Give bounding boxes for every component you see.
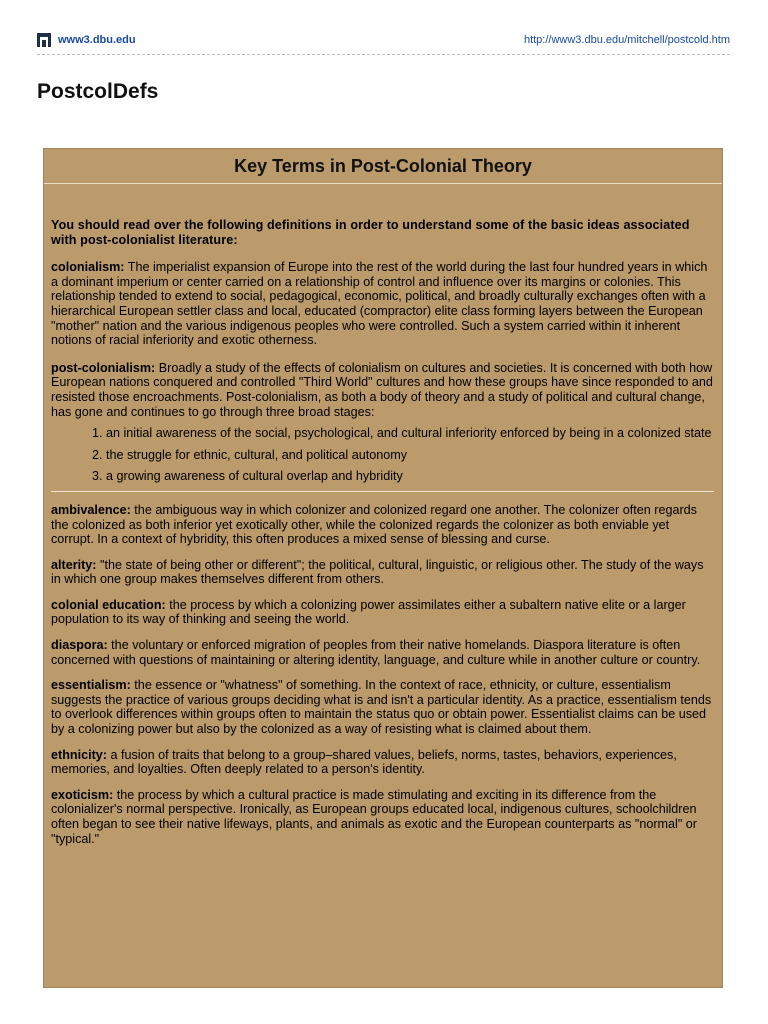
definition-term: colonialism: xyxy=(51,260,125,275)
definition-term: exoticism: xyxy=(51,787,114,802)
definition-term: ambivalence: xyxy=(51,502,131,517)
definition-essentialism xyxy=(51,678,714,736)
definition-text: "the state of being other or different"; the political, cultural, linguistic, or religious other. The study of the ways in which one group makes themselves different from others. xyxy=(51,557,704,587)
definition-term: colonial education: xyxy=(51,597,166,612)
definition-alterity xyxy=(51,558,714,587)
definition-colonialism xyxy=(51,260,714,348)
definition-text: the voluntary or enforced migration of peoples from their native homelands. Diaspora literature is often concerned with questions of maintaining or altering identity, language, and culture while in another culture or country. xyxy=(51,638,701,667)
definition-diaspora xyxy=(51,638,714,667)
site-link[interactable]: www3.dbu.edu xyxy=(58,34,136,46)
definition-text: the ambiguous way in which colonizer and colonized regard one another. The colonizer often regards the colonized as both inferior yet exotically other, while the colonized regards the colonizer as both enviable yet corrupt. In a context of hybridity, this often produces a mixed sense of blessing and curse. xyxy=(51,502,697,547)
definition-text: the process by which a colonizing power assimilates either a subaltern native elite or a larger population to its way of thinking and seeing the world. xyxy=(51,597,686,627)
definition-term: essentialism: xyxy=(51,678,131,693)
definition-term: ethnicity: xyxy=(51,747,107,762)
definition-exoticism xyxy=(51,788,714,846)
key-terms-panel xyxy=(43,148,723,988)
stage-item: 2. the struggle for ethnic, cultural, and political autonomy xyxy=(106,448,714,463)
definition-term: post-colonialism: xyxy=(51,360,156,375)
definition-ethnicity xyxy=(51,748,714,777)
definition-text: The imperialist expansion of Europe into the rest of the world during the last four hundred years in which a dominant imperium or center carried on a relationship of control and influence over its margins or colonies. This relationship tended to extend to social, pedagogical, economic, political, and broadly culturally exchanges often with a hierarchical European settler class and local, educated (compractor) elite class forming layers between the European "mother" nation and the various indigenous peoples who were controlled. Such a system carried within it inherent notions of racial inferiority and exotic otherness. xyxy=(51,260,708,348)
definition-ambivalence xyxy=(51,503,714,547)
definition-colonial-education xyxy=(51,598,714,627)
definition-post-colonialism xyxy=(51,361,714,419)
definition-text: the essence or "whatness" of something. In the context of race, ethnicity, or culture, essentialism suggests the practice of various groups deciding what is and isn't a particular identity. As a practice, essentialism tends to overlook differences within groups often to maintain the status quo or obtain power. Essentialist claims can be used by a colonizing power but also by the colonized as a way of resisting what is claimed about them. xyxy=(51,678,712,737)
panel-content xyxy=(44,218,722,846)
definition-text: a fusion of traits that belong to a group–shared values, beliefs, norms, tastes, behaviors, experiences, memories, and loyalties. Often deeply related to a person's identity. xyxy=(51,747,677,777)
panel-title: Key Terms in Post-Colonial Theory xyxy=(44,149,722,184)
page-header-bar xyxy=(37,32,730,55)
definition-text: the process by which a cultural practice is made stimulating and exciting in its difference from the colonializer's normal perspective. Ironically, as European groups educated local, indigenous cultures, schoolchildren often began to see their native lifeways, plants, and animals as exotic and the European counterparts as "normal" or "typical." xyxy=(51,787,698,846)
stages-list xyxy=(51,426,714,484)
stage-item: 1. an initial awareness of the social, psychological, and cultural inferiority enforced by being in a colonized state xyxy=(106,426,714,441)
section-divider xyxy=(51,491,714,492)
site-favicon-icon xyxy=(37,33,51,47)
intro-paragraph: You should read over the following definitions in order to understand some of the basic ideas associated with post-colonialist literature: xyxy=(51,218,690,247)
definition-term: alterity: xyxy=(51,557,97,572)
stage-item: 3. a growing awareness of cultural overlap and hybridity xyxy=(106,469,714,484)
definition-text: Broadly a study of the effects of colonialism on cultures and societies. It is concerned with both how European nations conquered and controlled "Third World" cultures and how these groups have since responded to and resisted those encroachments. Post-colonialism, as both a body of theory and a study of political and cultural change, has gone and continues to go through three broad stages: xyxy=(51,360,713,419)
definition-term: diaspora: xyxy=(51,638,108,653)
page-url-link[interactable]: http://www3.dbu.edu/mitchell/postcold.htm xyxy=(523,34,730,46)
page-title: PostcolDefs xyxy=(37,80,159,103)
